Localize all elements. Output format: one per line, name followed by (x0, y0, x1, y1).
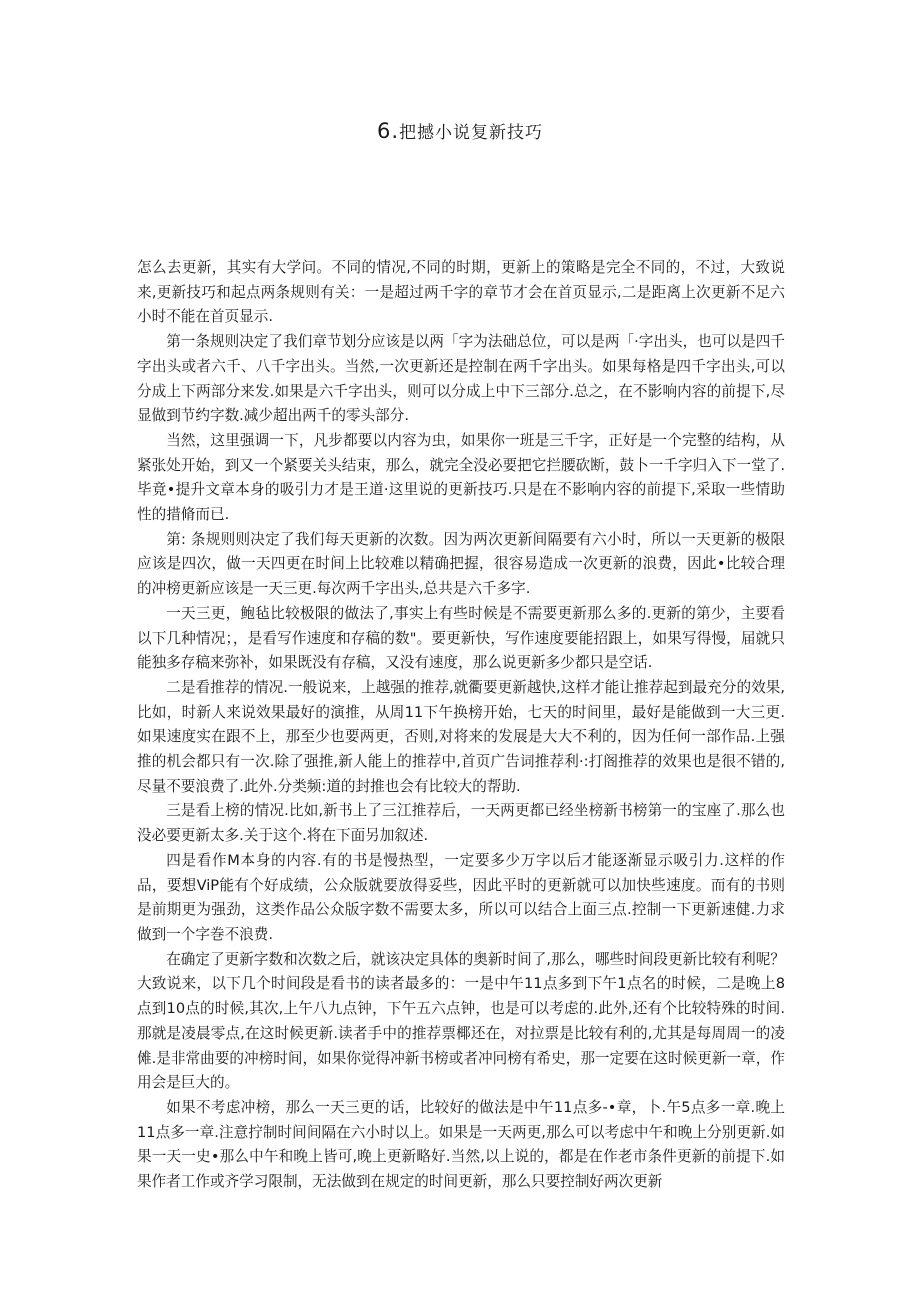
paragraph-book-content: 四是看作M本身的内容.有的书是慢热型，一定要多少万字以后才能逐渐显示吸引力.这样的作品，要想ViP能有个好成绩，公众版就要放得妥些，因此平时的更新就可以加快些速度。而有的书则是前期更为强劲，这类作品公众版字数不需要太多，所以可以结合上面三点.控制一下更新速健.力求做到一个字巻不浪费. (137, 851, 785, 943)
paragraph-update-time: 在确定了更新字数和次数之后，就该决定具体的奥新时间了,那么，哪些时间段更新比较有利呢？大致说来，以下几个时间段是看书的读者最多的：一是中午11点多到下午1点名的时候，二是晚上8点到10点的时候,其次,上午八九点钟，下午五六点钟，也是可以考虑的.此外,还有个比较特殊的时间.那就是凌晨零点,在这时候更新.读者手中的推荐票椰还在，对拉票是比较有利的,尤其是每周周一的凌傩.是非常曲要的冲榜时间，如果你觉得冲新书榜或者冲冋榜有希史，那一定要在这时候更新一章，作用会是巨大的。 (137, 950, 785, 1092)
paragraph-rule-two: 第: 条规则则决定了我们每天更新的次数。因为两次更新间隔要有六小时，所以一天更新的极限应该是四次，做一天四更在时间上比较难以精确把握，很容易造成一次更新的浪费，因此•比较合理的冲榜更新应该是一天三更.每次两千字出头,总共是六千多字. (137, 530, 785, 598)
paragraph-ranking: 三是看上榜的情况.比如,新书上了三江推荐后，一天两更都已经坐榜新书榜第一的宝座了.那么也没必要更新太多.关于这个.将在下面另加叙述. (137, 802, 785, 845)
paragraph-writing-speed: 一天三更，鲍毡比较极限的做法了,事实上有些时候是不需要更新那么多的.更新的第少，主要看以下几种情况；，是看写作速度和存稿的数"。要更新快，写作速度要能招跟上，如果写得慢，届就只能独多存稿来弥补，如果既没有存稿，又没有速度，那么说更新多少都只是空话. (137, 604, 785, 672)
title-number: 6. (376, 119, 400, 143)
paragraph-rule-one: 第一条规则决定了我们章节划分应该是以两「字为法础总位，可以是两「·字出头，也可以是四千字出头或者六千、八千字出头。当然,一次更新还是控制在两千字出头。如果每格是四千字出头,可以分成上下两部分来发.如果是六千字出头，则可以分成上中下三部分.总之，在不影响内容的前提下,尽显做到节约字数.减少超出两千的零头部分. (137, 333, 785, 425)
paragraph-intro: 怎么去更新，其实有大学问。不同的情况,不同的时期，更新上的策略是完全不同的，不过，大致说来,更新技巧和起点两条规则有关：一是超过两千字的章节才会在首页显示,二是距离上次更新不足六小时不能在首页显示. (137, 259, 785, 326)
paragraph-recommendation: 二是看推荐的情况.一般说来，上越强的推荐,就衢要更新越快,这样才能让推荐起到最充分的效果,比如，时新人来说效果最好的演推，从周11下午换榜开始，七天的时间里，最好是能做到一大三更.如果速度实在跟不上，那至少也要两更，否则,对将来的发展是大大不利的，因为任何一部作品.上强推的机会都只有一次.除了强推,新人能上的推荐中,首页广告词推荐利·:打阁推荐的效果也是很不错的,尽量不要浪费了.此外.分类频:道的封推也会有比较大的帮助. (137, 678, 785, 795)
page-title (0, 118, 920, 143)
paragraph-schedule: 如果不考虑冲榜，那么一天三更的话，比较好的做法是中午11点多-•章，卜.午5点多一章.晚上11点多一章.注意拧制时间间隔在六小时以上。如果是一天两更,那么可以考虑中午和晚上分别更新.如果一天一史•那么中午和晚上皆可,晚上更新略好.当然,以上说的，都是在作老市条件更新的前提下.如果作者工作或齐学习限制，无法做到在规定的时间更新，那么只要控制好两次更新 (137, 1098, 785, 1191)
document-body (137, 256, 785, 1195)
paragraph-content-first: 当然，这里强调一下，凡步都要以内容为虫，如果你一班是三千字，正好是一个完整的结构，从紧张处开始，到又一个紧要关头结束，那么，就完全没必要把它拦腰砍断，鼓卜一千字归入下一堂了.毕竟•提升文章本身的吸引力才是王道·这里说的更新技巧.只是在不影响内容的前提下,采取一些情助性的措脩而已. (137, 431, 785, 524)
title-text: 把撼小说复新技巧 (399, 123, 544, 143)
